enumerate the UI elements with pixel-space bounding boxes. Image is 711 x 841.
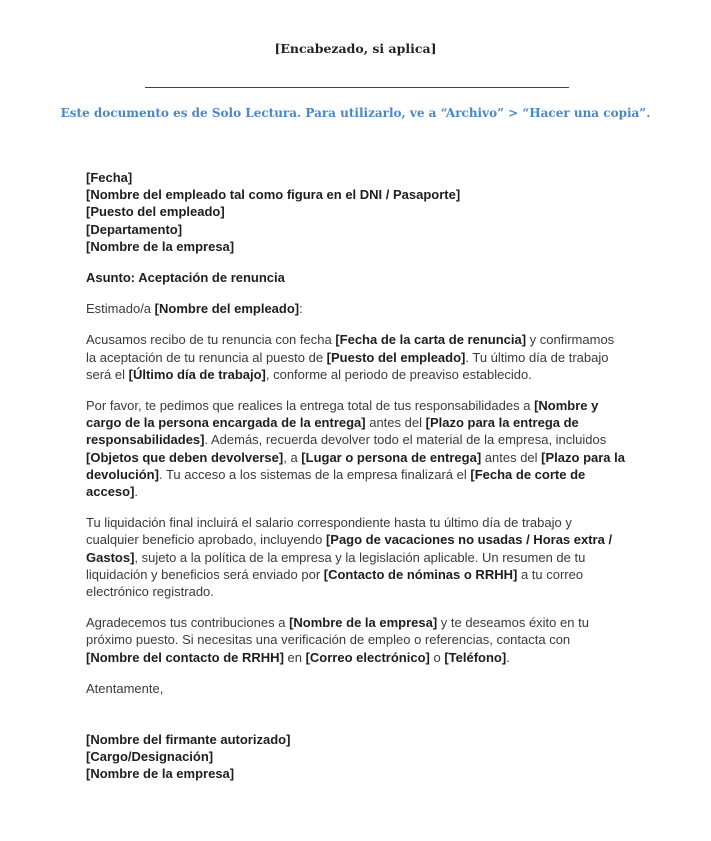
p1-text: , conforme al periodo de preaviso establecido. <box>265 366 532 382</box>
signature-space <box>86 711 626 731</box>
paragraph-4 <box>86 614 626 666</box>
p3-placeholder: [Pago de vacaciones no usadas / Horas extra / Gastos] <box>86 532 613 565</box>
p4-text: Agradecemos tus contribuciones a <box>86 615 290 631</box>
subject-text: Asunto: Aceptación de renuncia <box>86 270 285 286</box>
recipient-name: [Nombre del empleado tal como figura en el DNI / Pasaporte] <box>86 187 461 203</box>
signer-company: [Nombre de la empresa] <box>86 766 235 782</box>
p2-placeholder: [Nombre y cargo de la persona encargada de la entrega] <box>86 398 599 431</box>
p3-placeholder: [Contacto de nóminas o RRHH] <box>323 566 518 582</box>
paragraph-1 <box>86 331 626 383</box>
p1-text: . Tu último día de trabajo será el <box>86 349 609 382</box>
p2-text: . <box>134 484 139 500</box>
recipient-date: [Fecha] <box>86 170 133 185</box>
recipient-position: [Puesto del empleado] <box>86 204 225 220</box>
p2-text: , a <box>283 449 302 465</box>
p2-text: . Tu acceso a los sistemas de la empresa finalizará el <box>158 466 471 482</box>
p4-placeholder: [Nombre del contacto de RRHH] <box>86 649 284 665</box>
p4-text: o <box>429 649 445 665</box>
read-only-notice: Este documento es de Solo Lectura. Para utilizarlo, ve a “Archivo” > “Hacer una copia”. <box>60 106 651 120</box>
p2-placeholder: [Fecha de corte de acceso] <box>86 466 586 500</box>
p1-placeholder: [Puesto del empleado] <box>326 349 466 365</box>
p4-placeholder: [Nombre de la empresa] <box>289 615 438 631</box>
recipient-company: [Nombre de la empresa] <box>86 238 235 254</box>
p1-text: y confirmamos la aceptación de tu renuncia al puesto de <box>86 332 615 365</box>
letter-body <box>86 169 626 783</box>
p2-text: . Además, recuerda devolver todo el material de la empresa, incluidos <box>204 432 607 448</box>
paragraph-3 <box>86 514 626 600</box>
p2-text: antes del <box>481 449 542 465</box>
signer-title: [Cargo/Designación] <box>86 749 214 765</box>
p4-placeholder: [Teléfono] <box>444 649 507 665</box>
p1-placeholder: [Fecha de la carta de renuncia] <box>335 332 527 348</box>
subject-line <box>86 269 626 286</box>
p4-text: y te deseamos éxito en tu próximo puesto. Si necesitas una verificación de empleo o referencias, contacta con <box>86 615 589 648</box>
p1-text: Acusamos recibo de tu renuncia con fecha <box>86 332 336 348</box>
p4-text: . <box>506 649 510 665</box>
p3-text: , sujeto a la política de la empresa y la legislación aplicable. Un resumen de tu liquidación y beneficios será enviado por <box>86 549 586 582</box>
salutation-name: [Nombre del empleado] <box>154 301 300 317</box>
salutation-suffix: : <box>299 301 303 317</box>
p2-text: antes del <box>365 415 426 431</box>
header-title: [Encabezado, si aplica] <box>274 41 437 56</box>
signature-block <box>86 731 626 783</box>
salutation <box>86 300 626 317</box>
signer-name: [Nombre del firmante autorizado] <box>86 732 291 748</box>
p2-placeholder: [Lugar o persona de entrega] <box>301 449 482 465</box>
p3-text: a tu correo electrónico registrado. <box>86 566 584 600</box>
p2-placeholder: [Objetos que deben devolverse] <box>86 449 284 465</box>
closing: Atentamente, <box>86 680 164 696</box>
p2-placeholder: [Plazo para la devolución] <box>86 449 625 482</box>
p1-placeholder: [Último día de trabajo] <box>128 366 266 382</box>
p4-text: en <box>283 649 306 665</box>
recipient-block <box>86 169 626 255</box>
header-divider <box>145 87 569 88</box>
salutation-prefix: Estimado/a <box>86 301 155 317</box>
paragraph-2 <box>86 397 626 500</box>
p3-text: Tu liquidación final incluirá el salario correspondiente hasta tu último día de trabajo y cualquier beneficio aprobado, incluyendo <box>86 515 572 548</box>
p2-text: Por favor, te pedimos que realices la entrega total de tus responsabilidades a <box>86 398 535 414</box>
p4-placeholder: [Correo electrónico] <box>305 649 430 665</box>
recipient-department: [Departamento] <box>86 221 183 237</box>
p2-placeholder: [Plazo para la entrega de responsabilidades] <box>86 415 579 448</box>
